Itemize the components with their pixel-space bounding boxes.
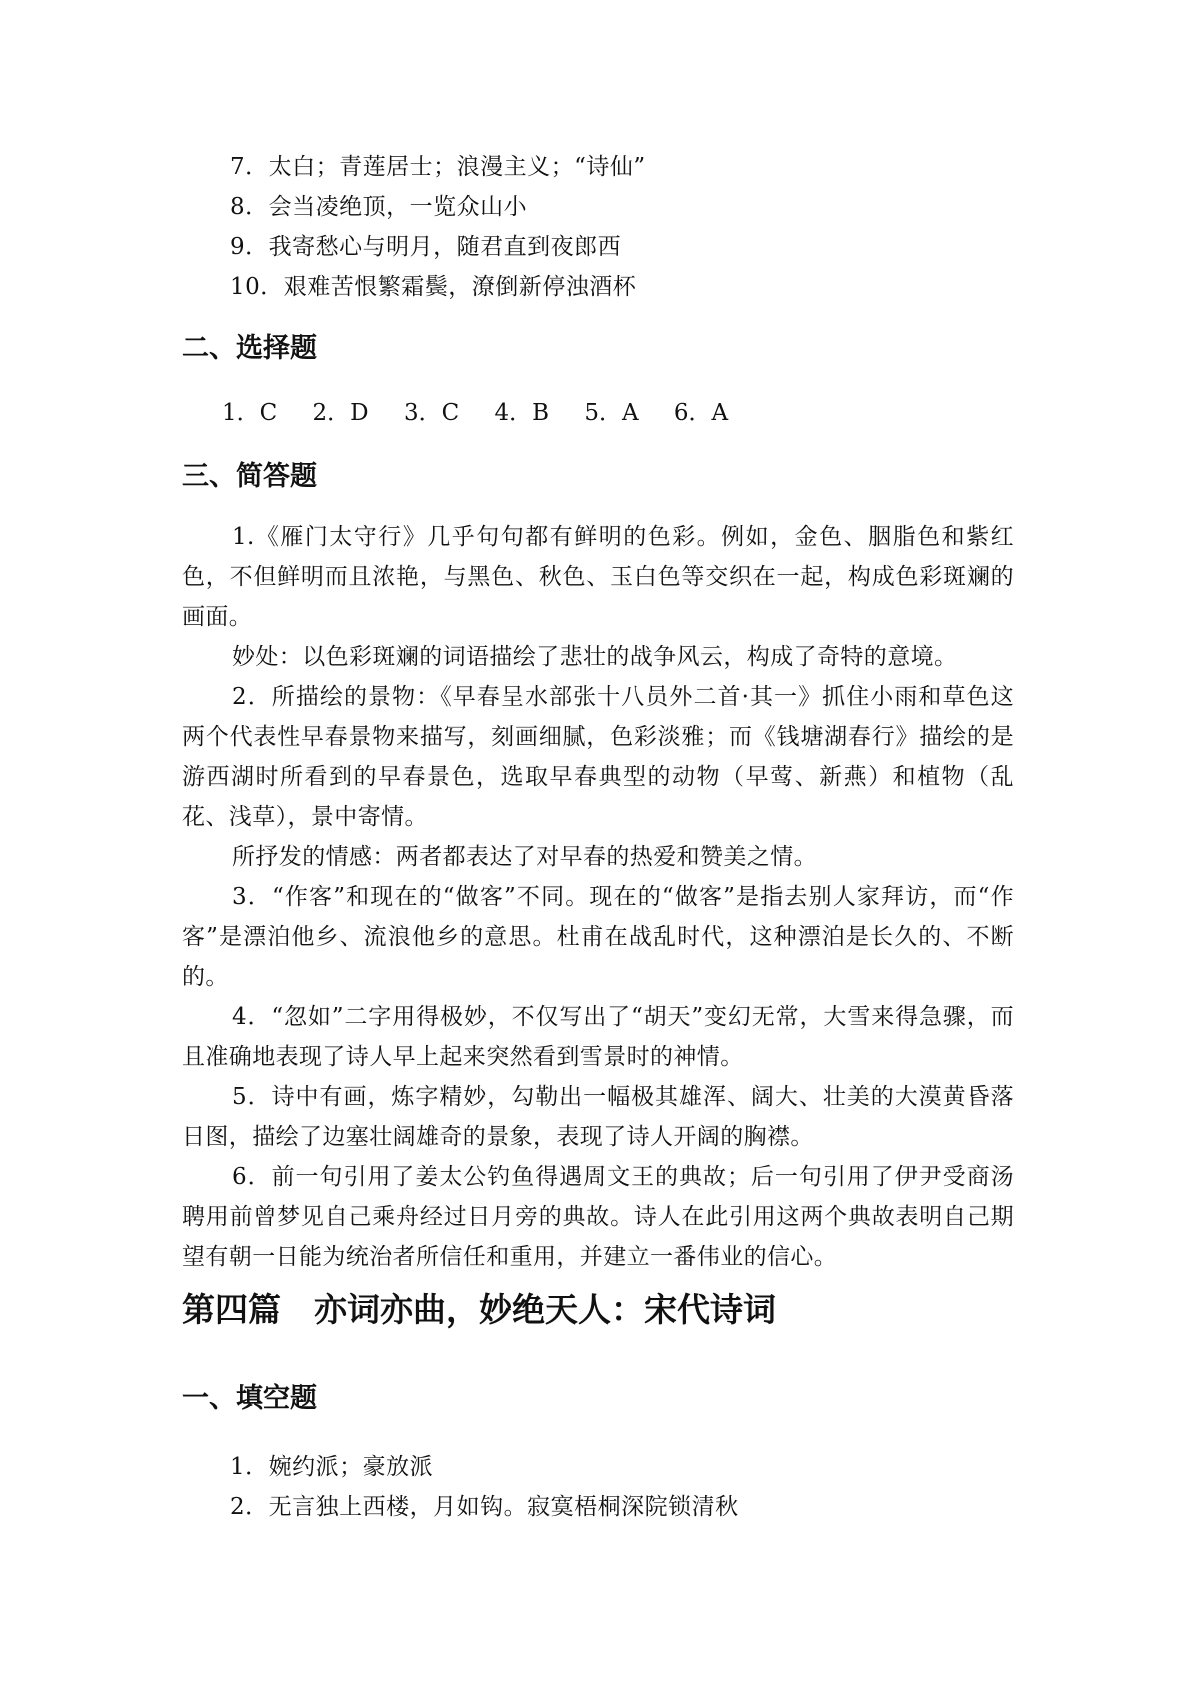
short-answer-block xyxy=(182,517,1014,1277)
fill-answer-7: 7．太白；青莲居士；浪漫主义；“诗仙” xyxy=(230,154,646,180)
chapter-title: 第四篇 亦词亦曲，妙绝天人：宋代诗词 xyxy=(182,1290,776,1329)
choice-answer: 4．B xyxy=(494,400,550,426)
short-answer-paragraph: 5．诗中有画，炼字精妙，勾勒出一幅极其雄浑、阔大、壮美的大漠黄昏落日图，描绘了边塞壮阔雄奇的景象，表现了诗人开阔的胸襟。 xyxy=(182,1084,1014,1150)
short-answer-paragraph: 4．“忽如”二字用得极妙，不仅写出了“胡天”变幻无常，大雪来得急骤，而且准确地表现了诗人早上起来突然看到雪景时的神情。 xyxy=(182,1004,1014,1070)
choice-answer: 1．C xyxy=(222,400,278,426)
fill-answer-10: 10．艰难苦恨繁霜鬓，潦倒新停浊酒杯 xyxy=(230,274,637,300)
choice-answer: 3．C xyxy=(403,400,460,426)
short-answer-paragraph: 3．“作客”和现在的“做客”不同。现在的“做客”是指去别人家拜访，而“作客”是漂泊他乡、流浪他乡的意思。杜甫在战乱时代，这种漂泊是长久的、不断的。 xyxy=(182,884,1014,990)
section-heading-fill: 一、填空题 xyxy=(182,1383,317,1414)
choice-answer: 2．D xyxy=(312,400,369,426)
section-heading-choice: 二、选择题 xyxy=(182,333,317,364)
fill-answer-1: 1．婉约派；豪放派 xyxy=(230,1454,434,1480)
short-answer-paragraph: 妙处：以色彩斑斓的词语描绘了悲壮的战争风云，构成了奇特的意境。 xyxy=(232,644,958,670)
short-answer-paragraph: 6．前一句引用了姜太公钓鱼得遇周文王的典故；后一句引用了伊尹受商汤聘用前曾梦见自己乘舟经过日月旁的典故。诗人在此引用这两个典故表明自己期望有朝一日能为统治者所信任和重用，并建立一番伟业的信心。 xyxy=(182,1164,1014,1270)
choice-answers-row xyxy=(222,398,756,428)
section-heading-short: 三、简答题 xyxy=(182,461,317,492)
choice-answer: 5．A xyxy=(584,400,639,426)
fill-answer-8: 8．会当凌绝顶，一览众山小 xyxy=(230,194,528,220)
short-answer-paragraph: 1.《雁门太守行》几乎句句都有鲜明的色彩。例如，金色、胭脂色和紫红色，不但鲜明而且浓艳，与黑色、秋色、玉白色等交织在一起，构成色彩斑斓的画面。 xyxy=(182,524,1014,630)
short-answer-paragraph: 所抒发的情感：两者都表达了对早春的热爱和赞美之情。 xyxy=(232,844,817,870)
short-answer-paragraph: 2．所描绘的景物：《早春呈水部张十八员外二首·其一》抓住小雨和草色这两个代表性早春景物来描写，刻画细腻，色彩淡雅；而《钱塘湖春行》描绘的是游西湖时所看到的早春景色，选取早春典型的动物（早莺、新燕）和植物（乱花、浅草），景中寄情。 xyxy=(182,684,1014,830)
choice-answer: 6．A xyxy=(673,400,729,426)
fill-answer-2: 2．无言独上西楼，月如钩。寂寞梧桐深院锁清秋 xyxy=(230,1494,739,1520)
fill-answer-9: 9．我寄愁心与明月，随君直到夜郎西 xyxy=(230,234,622,260)
